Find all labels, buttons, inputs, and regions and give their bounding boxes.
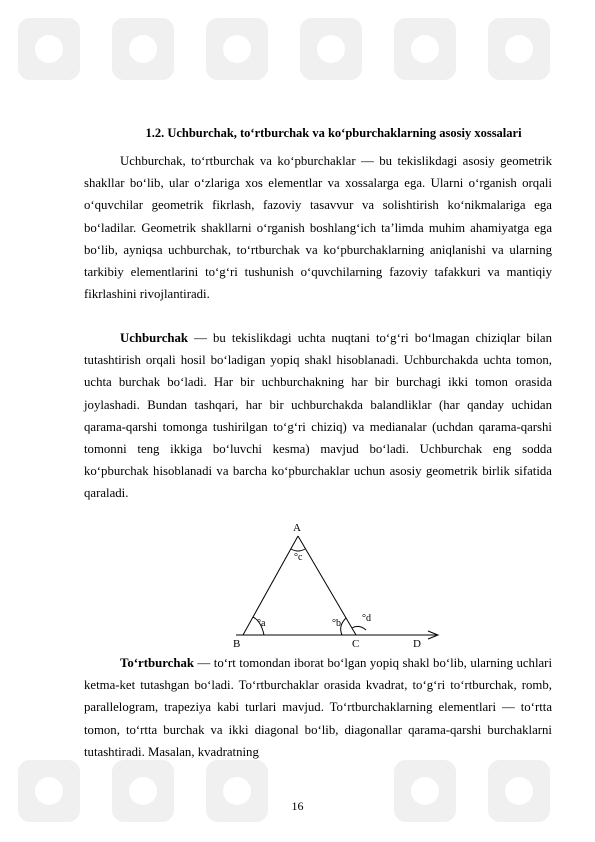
label-angle-b: °b	[332, 618, 341, 629]
paragraph-triangle-text: — bu tekislikdagi uchta nuqtani to‘g‘ri bo‘lmagan chiziqlar bilan tutashtirish orqali hosil bo‘ladigan yopiq shakl hisoblanadi. Uchburchakda uchta tomon, uchta burchak bo‘ladi. Har bir uchburchakning har bir burchagi ikki tomon orasida joylashadi. Bundan tashqari, har bir uchburchakda balandliklar (har qanday uchidan qarama-qarshi tomonga tushirilgan to‘g‘ri chiziq) va medianalar (uchdan qarama-qarshi tomonni teng ikkiga bo‘luvchi kesma) mavjud bo‘ladi. Uchburchak eng sodda ko‘pburchak hisoblanadi va barcha ko‘pburchaklar uchun asosiy geometrik birlik sifatida qaraladi.	[84, 331, 552, 501]
label-vertex-a: A	[293, 522, 301, 534]
arc-angle-c	[291, 549, 305, 551]
arc-angle-d	[352, 626, 366, 630]
label-angle-d: °d	[362, 613, 371, 624]
paragraph-quadrilateral-text: — to‘rt tomondan iborat bo‘lgan yopiq shakl bo‘lib, ularning uchlari ketma-ket tutashgan bo‘ladi. To‘rtburchaklar orasida kvadrat, to‘g‘ri to‘rtburchak, romb, parallelogram, trapeziya kabi turlari mavjud. To‘rtburchaklarning elementlari — to‘rtta tomon, to‘rtta burchak va ikki diagonal bo‘lib, diagonallar qarama-qarshi burchaklarni tutashtiradi. Masalan, kvadratning	[84, 656, 552, 759]
label-angle-a: °a	[257, 618, 266, 629]
side-ac	[298, 536, 356, 635]
side-ab	[243, 536, 298, 635]
label-angle-c: °c	[294, 552, 303, 563]
term-triangle: Uchburchak	[120, 331, 189, 345]
paragraph-quadrilateral	[84, 652, 552, 763]
triangle-figure	[228, 518, 448, 650]
label-vertex-d: D	[413, 638, 421, 650]
arc-angle-b	[341, 618, 346, 635]
label-vertex-b: B	[233, 638, 241, 650]
paragraph-intro: Uchburchak, to‘rtburchak va ko‘pburchaklar — bu tekislikdagi asosiy geometrik shakllar bo‘lib, ular o‘zlariga xos elementlar va xossalarga ega. Ularni o‘rganish orqali o‘quvchilar geometrik fikrlash, fazoviy tasavvur va solishtirish ko‘nikmalariga ega bo‘ladilar. Geometrik shakllarni o‘rganish boshlang‘ich ta’limda muhim ahamiyatga ega bo‘lib, ayniqsa uchburchak, to‘rtburchak va ko‘pburchaklarning aniqlanishi va ularning tarkibiy elementlarini to‘g‘ri tushunish o‘quvchilarning fazoviy tafakkuri va mantiqiy fikrlashini rivojlantiradi.	[84, 154, 552, 302]
section-heading: 1.2. Uchburchak, to‘rtburchak va ko‘pburchaklarning asosiy xossalari	[145, 126, 522, 140]
label-vertex-c: C	[352, 638, 360, 650]
term-quadrilateral: To‘rtburchak	[120, 656, 194, 670]
page-number: 16	[291, 799, 304, 813]
paragraph-triangle	[84, 327, 552, 505]
